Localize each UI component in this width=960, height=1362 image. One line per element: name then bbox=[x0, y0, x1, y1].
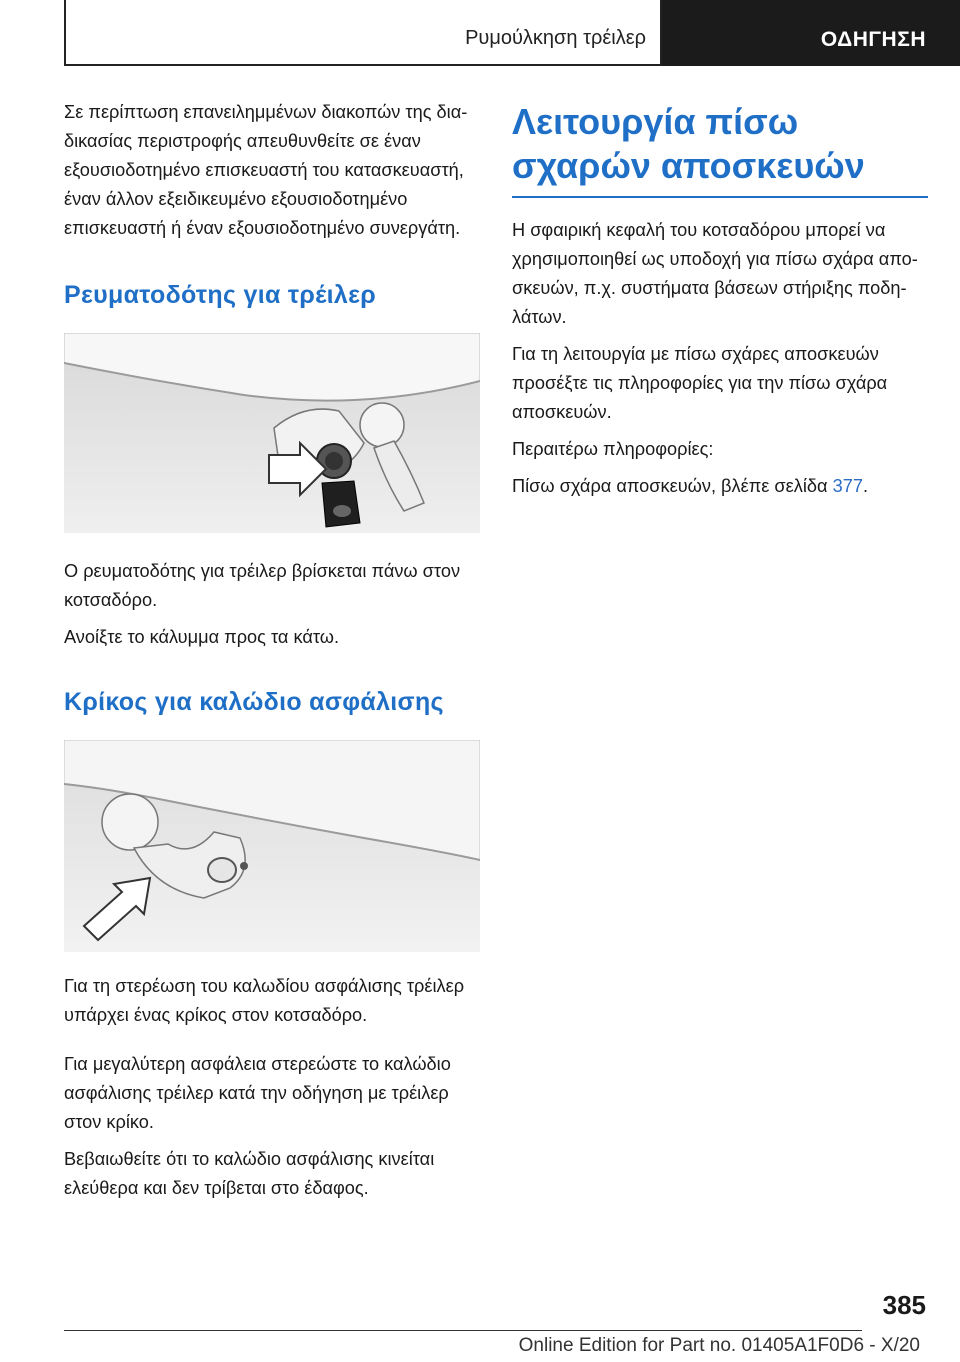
header-section-box bbox=[64, 0, 662, 66]
rack-paragraph-4 bbox=[512, 472, 928, 501]
safety-cable-ring-illustration bbox=[64, 740, 480, 952]
header-chapter-title: ΟΔΗΓΗΣΗ bbox=[820, 28, 926, 51]
right-column bbox=[512, 100, 928, 501]
rack-paragraph-3: Περαιτέρω πληροφορίες: bbox=[512, 439, 714, 459]
ring-paragraph-1: Για τη στερέωση του καλωδίου ασφάλισης τρέιλερ υπάρχει ένας κρίκος στον κοτσαδόρο. bbox=[64, 976, 465, 1025]
socket-paragraph-2: Ανοίξτε το κάλυμμα προς τα κάτω. bbox=[64, 627, 340, 647]
left-column bbox=[64, 98, 480, 1203]
socket-paragraph-1: Ο ρευματοδότης για τρέιλερ βρίσκεται πάνω στον κοτσαδόρο. bbox=[64, 561, 461, 610]
header-chapter-box bbox=[662, 0, 960, 66]
rack-heading: Λειτουργία πίσω σχαρών αποσκευών bbox=[512, 100, 928, 198]
ring-heading: Κρίκος για καλώδιο ασφάλισης bbox=[64, 688, 444, 716]
intro-paragraph: Σε περίπτωση επανειλημμένων διακοπών της διαδικασίας περιστροφής απευθυνθείτε σε έναν εξουσιοδοτημένο επισκευαστή του κατασκευαστή, έναν άλλον εξειδικευμένο εξουσιοδοτημένο επισκευαστή ή έναν εξουσιοδοτημένο συνεργάτη. bbox=[64, 102, 468, 238]
edition-footer: Online Edition for Part no. 01405A1F0D6 - X/20 bbox=[518, 1335, 920, 1356]
rack-paragraph-1: Η σφαιρική κεφαλή του κοτσαδόρου μπορεί να χρησιμοποιηθεί ως υποδοχή για πίσω σχάρα αποσκευών, π.χ. συστήματα βάσεων στήριξης ποδηλάτων. bbox=[512, 220, 918, 327]
footer-divider bbox=[64, 1330, 862, 1331]
ring-paragraph-2: Για μεγαλύτερη ασφάλεια στερεώστε το καλώδιο ασφάλισης τρέιλερ κατά την οδήγηση με τρέιλερ στον κρίκο. bbox=[64, 1054, 451, 1132]
header-section-title: Ρυμούλκηση τρέιλερ bbox=[465, 27, 646, 49]
socket-heading: Ρευματοδότης για τρέιλερ bbox=[64, 281, 377, 309]
page-header bbox=[64, 0, 960, 66]
ring-paragraph-3: Βεβαιωθείτε ότι το καλώδιο ασφάλισης κινείται ελεύθερα και δεν τρίβεται στο έδαφος. bbox=[64, 1149, 435, 1198]
rack-reference-end: . bbox=[862, 476, 869, 496]
trailer-socket-illustration bbox=[64, 333, 480, 533]
rack-paragraph-2: Για τη λειτουργία με πίσω σχάρες αποσκευών προσέξτε τις πληροφορίες για την πίσω σχάρα αποσκευών. bbox=[512, 344, 888, 422]
rack-reference-text: Πίσω σχάρα αποσκευών, βλέπε σελίδα bbox=[512, 476, 833, 496]
page-reference-link[interactable]: 377 bbox=[832, 476, 863, 496]
page-number: 385 bbox=[882, 1290, 926, 1320]
